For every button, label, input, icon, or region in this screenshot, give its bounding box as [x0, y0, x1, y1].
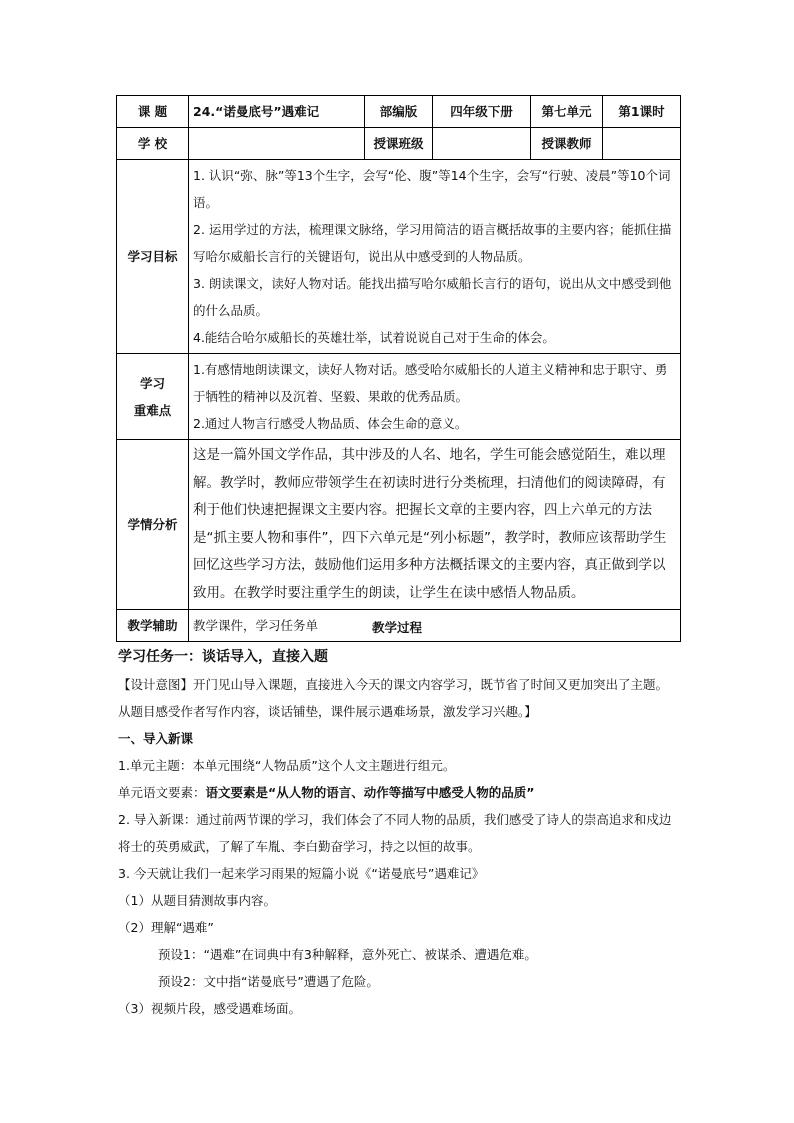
goal-item: 2. 运用学过的方法，梳理课文脉络，学习用简洁的语言概括故事的主要内容；能抓住描写哈尔威船长言行的关键语句，说出从中感受到的人物品质。: [193, 222, 672, 264]
goals-content: [189, 160, 681, 354]
keypoints-label-line2: 重难点: [133, 402, 172, 418]
paragraph: （3）视频片段，感受遇难场面。: [118, 1001, 301, 1016]
paragraph: 3. 今天就让我们一起来学习雨果的短篇小说《“诺曼底号”遇难记》: [118, 866, 485, 881]
keypoints-content: [189, 354, 681, 440]
process-title: 教学过程: [371, 620, 422, 635]
paragraph: （2）理解“遇难”: [118, 920, 214, 935]
goal-item: 3. 朗读课文，读好人物对话。能找出描写哈尔威船长言行的语句，说出从文中感受到他的什么品质。: [193, 276, 672, 318]
table-row: [117, 96, 681, 128]
paragraph: 预设2：文中指“诺曼底号”遭遇了危险。: [158, 974, 379, 989]
school-label: 学 校: [117, 128, 189, 160]
paragraph: [118, 779, 680, 806]
lesson-number-cell: 第1课时: [603, 96, 681, 128]
keypoints-label-line1: 学习: [139, 375, 165, 391]
lesson-info-table: [116, 95, 681, 642]
aids-content: 教学课件，学习任务单: [189, 610, 681, 642]
grade-cell: 四年级下册: [433, 96, 531, 128]
teacher-value: [603, 128, 681, 160]
paragraph: 2. 导入新课：通过前两节课的学习，我们体会了不同人物的品质，我们感受了诗人的崇高追求和戍边将士的英勇威武，了解了车胤、李白勤奋学习，持之以恒的故事。: [118, 812, 672, 854]
goal-item: 1. 认识“弥、脉”等13个生字，会写“伦、腹”等14个生字，会写“行驶、凌晨”等10个词语。: [193, 168, 671, 210]
school-value: [189, 128, 365, 160]
table-row: [117, 354, 681, 440]
task1-section: [118, 644, 680, 1022]
design-intent: 【设计意图】开门见山导入课题，直接进入今天的课文内容学习，既节省了时间又更加突出了主题。从题目感受作者写作内容，谈话铺垫，课件展示遇难场景，激发学习兴趣。】: [118, 677, 669, 719]
analysis-content: 这是一篇外国文学作品，其中涉及的人名、地名，学生可能会感觉陌生，难以理解。教学时，教师应带领学生在初读时进行分类梳理，扫清他们的阅读障碍，有利于他们快速把握课文主要内容。把握长文章的主要内容，四上六单元的方法是“抓主要人物和事件”，四下六单元是“列小标题”，教学时，教师应该帮助学生回忆这些学习方法，鼓励他们运用多种方法概括课文的主要内容，真正做到学以致用。在教学时要注重学生的朗读，让学生在读中感悟人物品质。: [189, 440, 681, 610]
analysis-label: 学情分析: [117, 440, 189, 610]
edition-cell: 部编版: [365, 96, 433, 128]
goal-item: 4.能结合哈尔威船长的英雄壮举，试着说说自己对于生命的体会。: [193, 330, 555, 345]
table-row: [117, 160, 681, 354]
class-value: [433, 128, 531, 160]
teacher-label: 授课教师: [531, 128, 603, 160]
paragraph: （1）从题目猜测故事内容。: [118, 893, 276, 908]
paragraph: 预设1：“遇难”在词典中有3种解释，意外死亡、被谋杀、遭遇危难。: [158, 947, 537, 962]
unit-element-text: 语文要素是“从人物的语言、动作等描写中感受人物的品质”: [205, 785, 535, 800]
lesson-title: 24.“诺曼底号”遇难记: [189, 96, 365, 128]
topic-label: 课 题: [117, 96, 189, 128]
unit-cell: 第七单元: [531, 96, 603, 128]
table-row: [117, 128, 681, 160]
unit-element-label: 单元语文要素：: [118, 785, 206, 800]
table-row: [117, 440, 681, 610]
goals-label: 学习目标: [117, 160, 189, 354]
class-label: 授课班级: [365, 128, 433, 160]
intro-heading: 一、导入新课: [118, 731, 194, 746]
keypoint-item: 2.通过人物言行感受人物品质、体会生命的意义。: [193, 416, 468, 431]
keypoints-label: [117, 354, 189, 440]
aids-label: 教学辅助: [117, 610, 189, 642]
task1-heading: 学习任务一：谈话导入，直接入题: [118, 649, 328, 665]
keypoint-item: 1.有感情地朗读课文，读好人物对话。感受哈尔威船长的人道主义精神和忠于职守、勇于牺牲的精神以及沉着、坚毅、果敢的优秀品质。: [193, 362, 668, 404]
paragraph: 1.单元主题：本单元围绕“人物品质”这个人文主题进行组元。: [118, 758, 456, 773]
